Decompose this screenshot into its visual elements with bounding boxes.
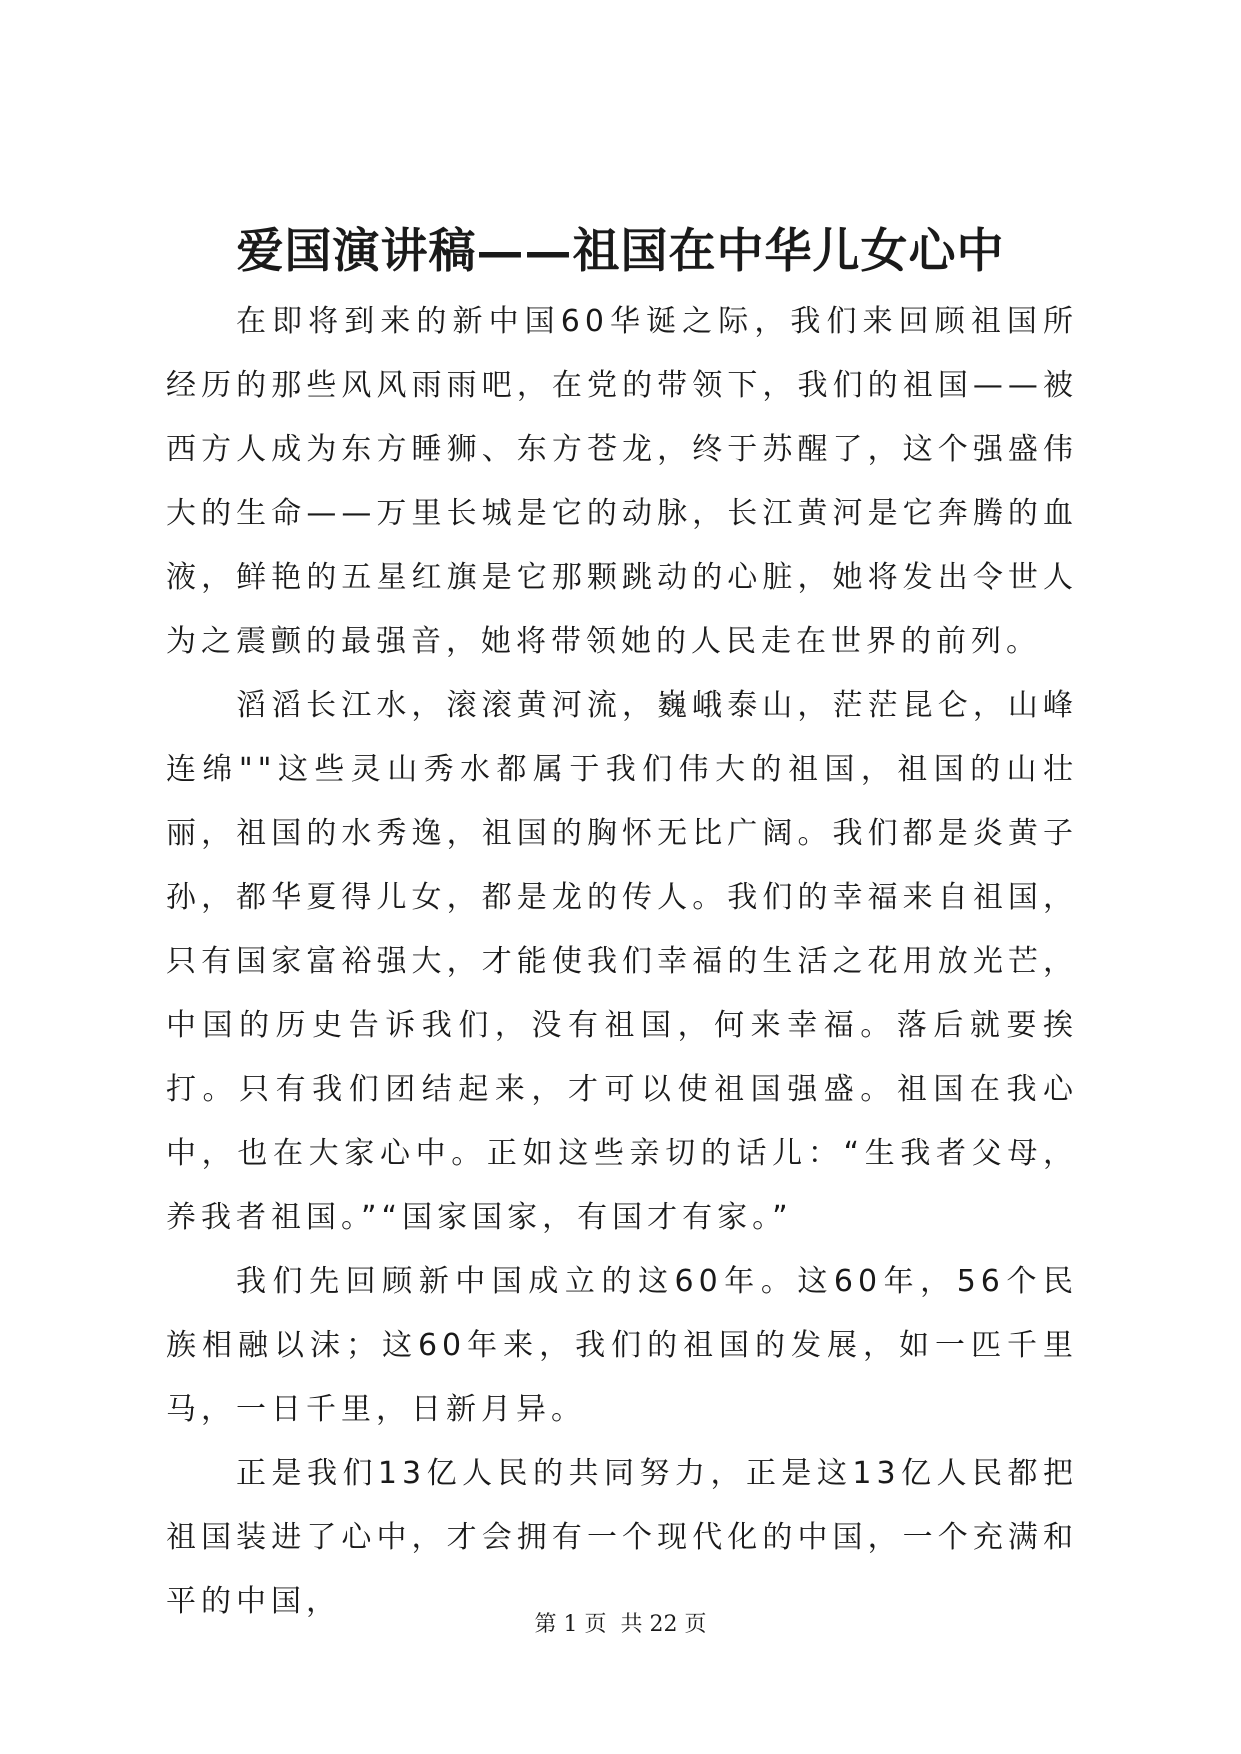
paragraph-4: 正是我们13亿人民的共同努力，正是这13亿人民都把祖国装进了心中，才会拥有一个现代化的中国，一个充满和平的中国，: [166, 1456, 1078, 1619]
page-number-text: 第 1 页 共 22 页: [534, 1612, 707, 1637]
paragraph-1: 在即将到来的新中国60华诞之际，我们来回顾祖国所经历的那些风风雨雨吧，在党的带领下，我们的祖国——被西方人成为东方睡狮、东方苍龙，终于苏醒了，这个强盛伟大的生命——万里长城是它的动脉，长江黄河是它奔腾的血液，鲜艳的五星红旗是它那颗跳动的心脏，她将发出令世人为之震颤的最强音，她将带领她的人民走在世界的前列。: [166, 304, 1078, 659]
paragraph-2: 滔滔长江水，滚滚黄河流，巍峨泰山，茫茫昆仑，山峰连绵""这些灵山秀水都属于我们伟大的祖国，祖国的山壮丽，祖国的水秀逸，祖国的胸怀无比广阔。我们都是炎黄子孙，都华夏得儿女，都是龙的传人。我们的幸福来自祖国，只有国家富裕强大，才能使我们幸福的生活之花用放光芒，中国的历史告诉我们，没有祖国，何来幸福。落后就要挨打。只有我们团结起来，才可以使祖国强盛。祖国在我心中，也在大家心中。正如这些亲切的话儿：“生我者父母，养我者祖国。”“国家国家，有国才有家。”: [166, 688, 1078, 1235]
document-body: [166, 290, 1078, 1634]
paragraph-3: 我们先回顾新中国成立的这60年。这60年，56个民族相融以沫；这60年来，我们的祖国的发展，如一匹千里马，一日千里，日新月异。: [166, 1264, 1078, 1427]
document-title: 爱国演讲稿——祖国在中华儿女心中: [236, 224, 1005, 279]
page-footer: [0, 1610, 1241, 1640]
